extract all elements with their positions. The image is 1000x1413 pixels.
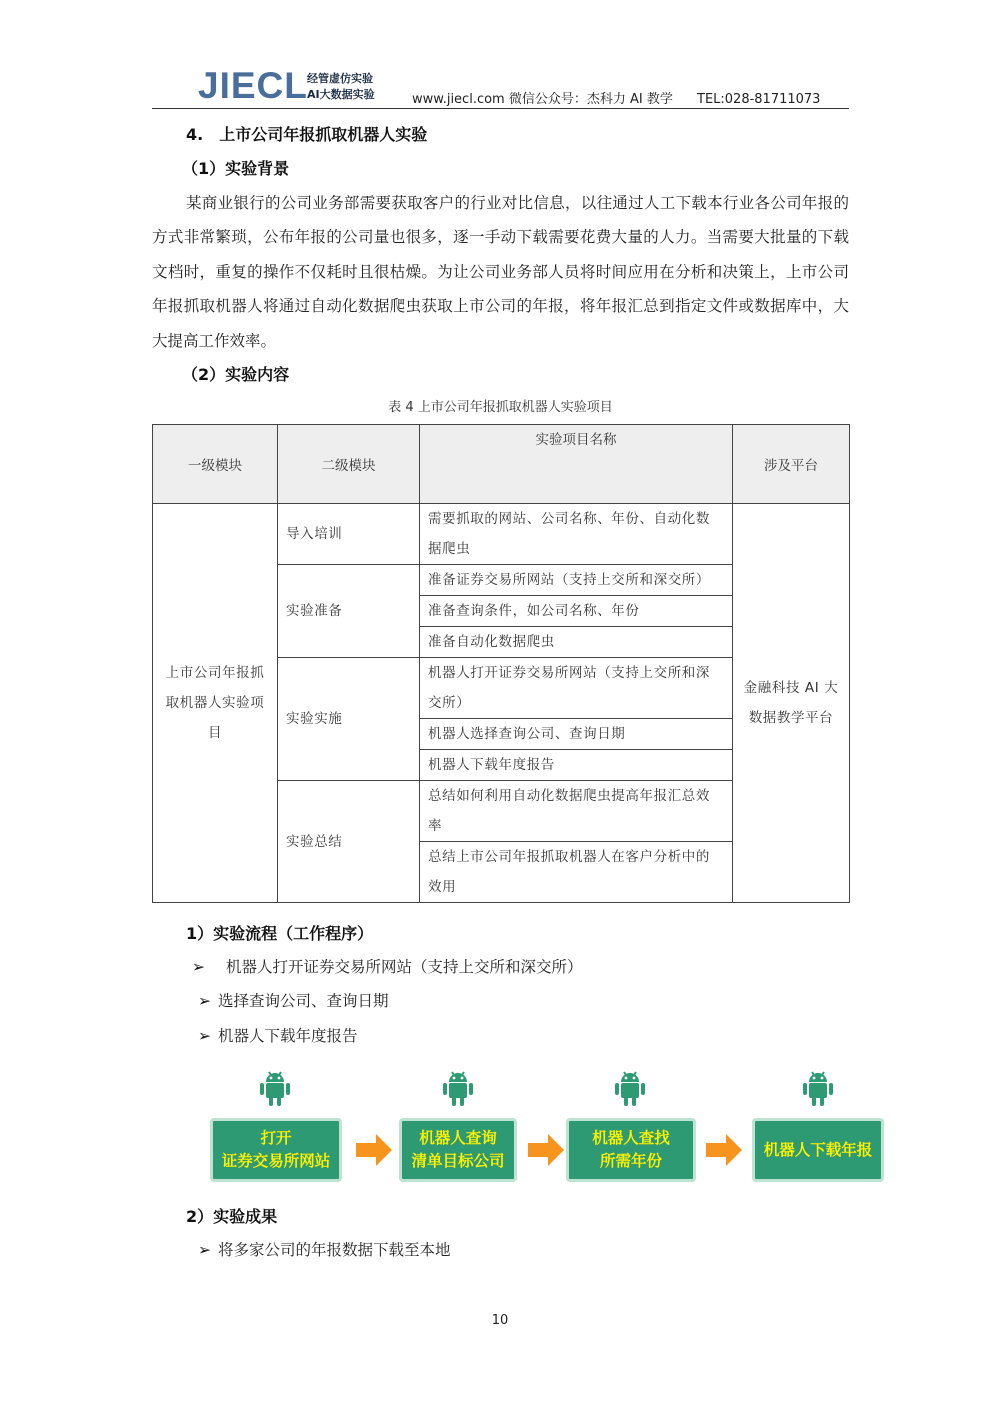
header-divider bbox=[152, 108, 849, 109]
project-item-cell: 机器人下载年度报告 bbox=[420, 750, 733, 781]
level2-module-cell: 实验实施 bbox=[278, 658, 420, 781]
header-level1: 一级模块 bbox=[153, 425, 278, 504]
arrow-right-icon bbox=[704, 1132, 744, 1168]
bullet-arrow-icon: ➢ bbox=[198, 1241, 211, 1259]
flow-step-query-company: 机器人查询 清单目标公司 bbox=[399, 1118, 517, 1182]
background-heading: （1）实验背景 bbox=[182, 159, 290, 178]
content-heading: （2）实验内容 bbox=[182, 365, 290, 384]
header-project-name: 实验项目名称 bbox=[420, 425, 733, 504]
level2-module-cell: 导入培训 bbox=[278, 504, 420, 565]
website-link[interactable]: www.jiecl.com bbox=[412, 92, 505, 107]
experiment-table bbox=[152, 424, 850, 903]
page-number: 10 bbox=[491, 1313, 509, 1328]
android-robot-icon bbox=[609, 1066, 651, 1108]
logo: JIECL bbox=[198, 65, 308, 106]
list-item: ➢ 机器人打开证券交易所网站（支持上交所和深交所） bbox=[192, 958, 583, 976]
bullet-arrow-icon: ➢ bbox=[192, 958, 205, 976]
list-item: ➢ 将多家公司的年报数据下载至本地 bbox=[198, 1241, 451, 1259]
project-item-cell: 机器人选择查询公司、查询日期 bbox=[420, 719, 733, 750]
bullet-arrow-icon: ➢ bbox=[198, 1027, 211, 1045]
arrow-right-icon bbox=[354, 1132, 394, 1168]
list-item: ➢ 机器人下载年度报告 bbox=[198, 1027, 358, 1045]
list-item: ➢ 选择查询公司、查询日期 bbox=[198, 992, 389, 1010]
android-robot-icon bbox=[254, 1066, 296, 1108]
android-robot-icon bbox=[437, 1066, 479, 1108]
level1-module-cell: 上市公司年报抓取机器人实验项目 bbox=[153, 504, 278, 903]
table-row bbox=[153, 504, 850, 565]
background-paragraph: 某商业银行的公司业务部需要获取客户的行业对比信息，以往通过人工下载本行业各公司年报的方式非常繁琐，公布年报的公司量也很多，逐一手动下载需要花费大量的人力。当需要大批量的下载文档时，重复的操作不仅耗时且很枯燥。为让公司业务部人员将时间应用在分析和决策上，上市公司年报抓取机器人将通过自动化数据爬虫获取上市公司的年报，将年报汇总到指定文件或数据库中，大大提高工作效率。 bbox=[152, 194, 849, 350]
process-heading: 1）实验流程（工作程序） bbox=[186, 924, 374, 943]
project-item-cell: 需要抓取的网站、公司名称、年份、自动化数据爬虫 bbox=[420, 504, 733, 565]
platform-cell: 金融科技 AI 大数据教学平台 bbox=[733, 504, 850, 903]
table-caption: 表 4 上市公司年报抓取机器人实验项目 bbox=[388, 400, 613, 415]
android-robot-icon bbox=[797, 1066, 839, 1108]
header-platform: 涉及平台 bbox=[733, 425, 850, 504]
logo-subtitle-1: 经管虚仿实验 bbox=[307, 72, 373, 85]
results-heading: 2）实验成果 bbox=[186, 1207, 278, 1226]
header-level2: 二级模块 bbox=[278, 425, 420, 504]
bullet-arrow-icon: ➢ bbox=[198, 992, 211, 1010]
section-title: 4. 上市公司年报抓取机器人实验 bbox=[186, 125, 428, 144]
project-item-cell: 总结上市公司年报抓取机器人在客户分析中的效用 bbox=[420, 842, 733, 903]
project-item-cell: 总结如何利用自动化数据爬虫提高年报汇总效率 bbox=[420, 781, 733, 842]
project-item-cell: 准备证券交易所网站（支持上交所和深交所） bbox=[420, 565, 733, 596]
arrow-right-icon bbox=[526, 1132, 566, 1168]
header-contact bbox=[412, 88, 820, 107]
logo-subtitle-2: AI大数据实验 bbox=[307, 88, 375, 101]
project-item-cell: 准备查询条件，如公司名称、年份 bbox=[420, 596, 733, 627]
telephone: TEL:028-81711073 bbox=[697, 92, 821, 107]
level2-module-cell: 实验总结 bbox=[278, 781, 420, 903]
level2-module-cell: 实验准备 bbox=[278, 565, 420, 658]
project-item-cell: 准备自动化数据爬虫 bbox=[420, 627, 733, 658]
project-item-cell: 机器人打开证券交易所网站（支持上交所和深交所） bbox=[420, 658, 733, 719]
wechat-account: 微信公众号：杰科力 AI 教学 bbox=[508, 92, 673, 107]
flow-step-find-year: 机器人查找 所需年份 bbox=[566, 1118, 696, 1182]
flow-step-open-exchange: 打开 证券交易所网站 bbox=[210, 1118, 342, 1182]
flow-step-download-report: 机器人下载年报 bbox=[752, 1118, 884, 1182]
